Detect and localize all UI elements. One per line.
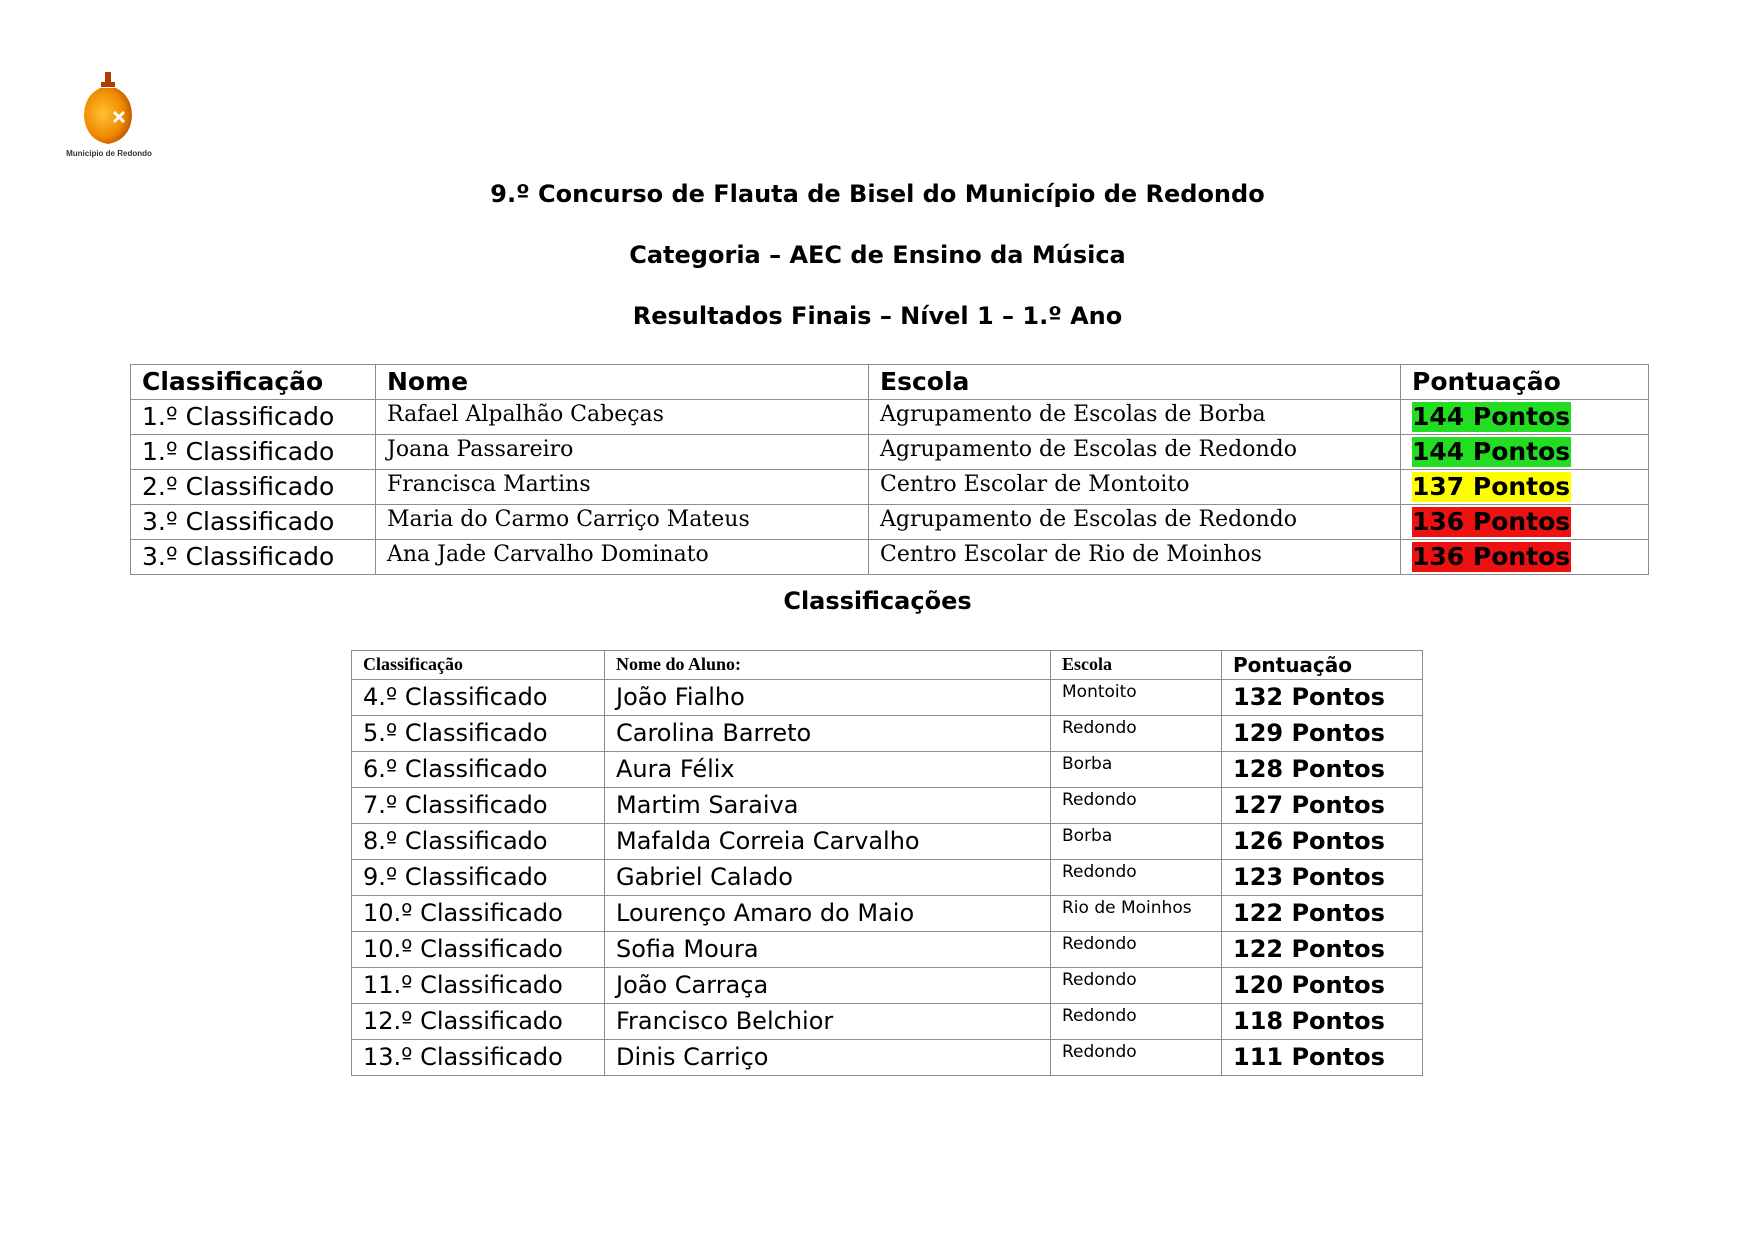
score-highlight: 144 Pontos — [1412, 437, 1571, 466]
name-cell: João Fialho — [605, 680, 1051, 716]
table-row — [131, 400, 1649, 435]
rank-cell: 7.º Classificado — [352, 788, 605, 824]
school-cell: Redondo — [1051, 968, 1222, 1004]
page-title: 9.º Concurso de Flauta de Bisel do Município de Redondo — [490, 180, 1265, 208]
final-results-table — [130, 364, 1649, 575]
logo-caption: Município de Redondo — [66, 149, 152, 158]
school-cell: Rio de Moinhos — [1051, 896, 1222, 932]
rank-cell: 3.º Classificado — [131, 505, 376, 540]
table-row — [131, 470, 1649, 505]
name-cell: Gabriel Calado — [605, 860, 1051, 896]
header-classificacao: Classificação — [352, 651, 605, 680]
school-cell: Redondo — [1051, 788, 1222, 824]
score-cell — [1401, 435, 1649, 470]
rank-cell: 2.º Classificado — [131, 470, 376, 505]
name-cell: Mafalda Correia Carvalho — [605, 824, 1051, 860]
table-row — [352, 680, 1423, 716]
name-cell: Carolina Barreto — [605, 716, 1051, 752]
school-cell: Agrupamento de Escolas de Redondo — [869, 505, 1401, 540]
name-cell: Francisco Belchior — [605, 1004, 1051, 1040]
school-cell: Redondo — [1051, 716, 1222, 752]
header-pontuacao: Pontuação — [1401, 365, 1649, 400]
name-cell: Maria do Carmo Carriço Mateus — [376, 505, 869, 540]
school-cell: Montoito — [1051, 680, 1222, 716]
score-cell — [1401, 470, 1649, 505]
name-cell: João Carraça — [605, 968, 1051, 1004]
results-heading: Resultados Finais – Nível 1 – 1.º Ano — [632, 302, 1123, 330]
rank-cell: 3.º Classificado — [131, 540, 376, 575]
table-row — [352, 788, 1423, 824]
rank-cell: 4.º Classificado — [352, 680, 605, 716]
header-classificacao: Classificação — [131, 365, 376, 400]
category-heading: Categoria – AEC de Ensino da Música — [629, 241, 1126, 269]
score-highlight: 136 Pontos — [1412, 542, 1571, 571]
score-cell: 122 Pontos — [1222, 932, 1423, 968]
classifications-table — [351, 650, 1423, 1076]
table-row — [352, 824, 1423, 860]
table-row — [352, 860, 1423, 896]
rank-cell: 6.º Classificado — [352, 752, 605, 788]
rank-cell: 13.º Classificado — [352, 1040, 605, 1076]
score-cell: 120 Pontos — [1222, 968, 1423, 1004]
rank-cell: 10.º Classificado — [352, 896, 605, 932]
rank-cell: 5.º Classificado — [352, 716, 605, 752]
score-cell: 132 Pontos — [1222, 680, 1423, 716]
classificacoes-heading: Classificações — [783, 587, 972, 615]
name-cell: Joana Passareiro — [376, 435, 869, 470]
score-cell — [1401, 400, 1649, 435]
school-cell: Borba — [1051, 752, 1222, 788]
table-row — [352, 1040, 1423, 1076]
score-cell: 129 Pontos — [1222, 716, 1423, 752]
score-cell: 128 Pontos — [1222, 752, 1423, 788]
rank-cell: 12.º Classificado — [352, 1004, 605, 1040]
school-cell: Redondo — [1051, 932, 1222, 968]
score-cell: 127 Pontos — [1222, 788, 1423, 824]
score-cell — [1401, 540, 1649, 575]
score-cell: 123 Pontos — [1222, 860, 1423, 896]
school-cell: Agrupamento de Escolas de Borba — [869, 400, 1401, 435]
score-cell: 118 Pontos — [1222, 1004, 1423, 1040]
header-nome-aluno: Nome do Aluno: — [605, 651, 1051, 680]
header-pontuacao: Pontuação — [1222, 651, 1423, 680]
rank-cell: 10.º Classificado — [352, 932, 605, 968]
table-row — [352, 1004, 1423, 1040]
rank-cell: 8.º Classificado — [352, 824, 605, 860]
school-cell: Redondo — [1051, 860, 1222, 896]
name-cell: Dinis Carriço — [605, 1040, 1051, 1076]
header-nome: Nome — [376, 365, 869, 400]
municipal-logo — [64, 70, 154, 162]
name-cell: Aura Félix — [605, 752, 1051, 788]
table-row — [131, 435, 1649, 470]
header-escola: Escola — [1051, 651, 1222, 680]
school-cell: Agrupamento de Escolas de Redondo — [869, 435, 1401, 470]
rank-cell: 9.º Classificado — [352, 860, 605, 896]
table-row — [352, 896, 1423, 932]
score-cell — [1401, 505, 1649, 540]
name-cell: Rafael Alpalhão Cabeças — [376, 400, 869, 435]
score-cell: 122 Pontos — [1222, 896, 1423, 932]
table-row — [131, 540, 1649, 575]
rank-cell: 1.º Classificado — [131, 400, 376, 435]
table-row — [352, 752, 1423, 788]
rank-cell: 1.º Classificado — [131, 435, 376, 470]
name-cell: Martim Saraiva — [605, 788, 1051, 824]
rank-cell: 11.º Classificado — [352, 968, 605, 1004]
school-cell: Redondo — [1051, 1040, 1222, 1076]
name-cell: Sofia Moura — [605, 932, 1051, 968]
score-highlight: 144 Pontos — [1412, 402, 1571, 431]
score-highlight: 137 Pontos — [1412, 472, 1571, 501]
table-row — [352, 716, 1423, 752]
score-cell: 126 Pontos — [1222, 824, 1423, 860]
table-row — [131, 505, 1649, 540]
table-row — [352, 968, 1423, 1004]
score-cell: 111 Pontos — [1222, 1040, 1423, 1076]
jar-icon — [80, 70, 138, 150]
school-cell: Redondo — [1051, 1004, 1222, 1040]
score-highlight: 136 Pontos — [1412, 507, 1571, 536]
table-header-row — [131, 365, 1649, 400]
school-cell: Centro Escolar de Rio de Moinhos — [869, 540, 1401, 575]
name-cell: Lourenço Amaro do Maio — [605, 896, 1051, 932]
name-cell: Francisca Martins — [376, 470, 869, 505]
table-header-row — [352, 651, 1423, 680]
school-cell: Borba — [1051, 824, 1222, 860]
school-cell: Centro Escolar de Montoito — [869, 470, 1401, 505]
header-escola: Escola — [869, 365, 1401, 400]
table-row — [352, 932, 1423, 968]
name-cell: Ana Jade Carvalho Dominato — [376, 540, 869, 575]
